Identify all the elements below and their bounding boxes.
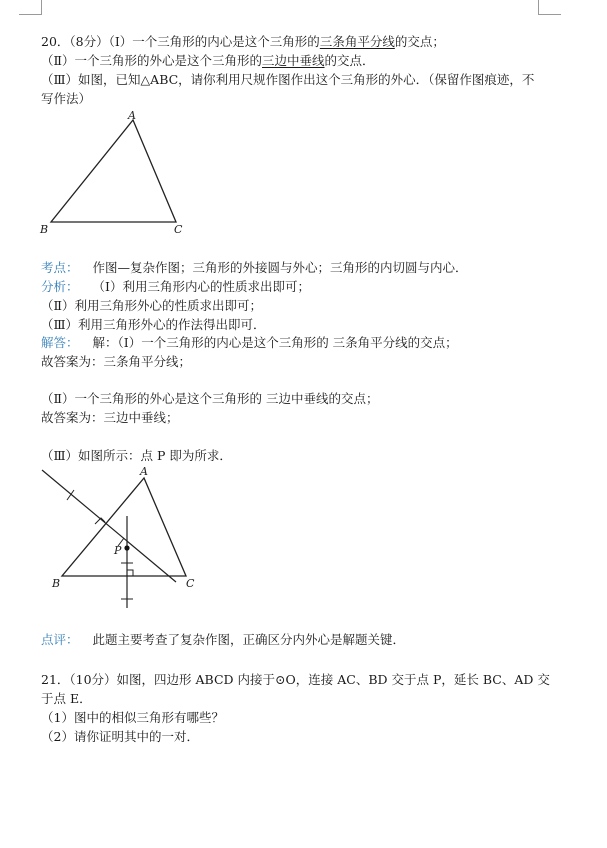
jieda-line-3: （Ⅲ）如图所示：点 P 即为所求． bbox=[41, 448, 232, 463]
triangle-abc-2 bbox=[62, 478, 186, 576]
kaodian-label: 考点： bbox=[41, 260, 79, 275]
q20-line-3: （Ⅲ）如图，已知△ABC，请你利用尺规作图作出这个三角形的外心．（保留作图痕迹，不 bbox=[41, 72, 535, 87]
page-corner-mark-right bbox=[538, 0, 561, 15]
q20-line-2-text: （Ⅱ）一个三角形的外心是这个三角形的 bbox=[41, 53, 262, 68]
page-corner-mark-left bbox=[19, 0, 42, 15]
fenxi-line-2: （Ⅱ）利用三角形外心的性质求出即可； bbox=[41, 298, 262, 313]
q20-line-4: 写作法） bbox=[41, 91, 92, 106]
vertex-label-b-2: B bbox=[52, 577, 61, 590]
point-p bbox=[124, 545, 129, 550]
vertex-label-a-2: A bbox=[140, 465, 148, 478]
dianping-label: 点评： bbox=[41, 632, 79, 647]
circumcenter-construction-figure bbox=[34, 462, 204, 612]
answer-line-1: 故答案为：三条角平分线； bbox=[41, 354, 192, 369]
fenxi-text-1: （Ⅰ）利用三角形内心的性质求出即可； bbox=[92, 279, 310, 294]
q20-line-1-end: 的交点； bbox=[394, 34, 445, 49]
jieda-line-1 bbox=[41, 335, 458, 351]
jieda-line-2: （Ⅱ）一个三角形的外心是这个三角形的 三边中垂线的交点； bbox=[41, 391, 379, 406]
vertex-label-a: A bbox=[128, 109, 136, 122]
q20-answer-blank-2: 三边中垂线 bbox=[262, 53, 325, 68]
q20-line-2-end: 的交点． bbox=[324, 53, 375, 68]
triangle-abc bbox=[51, 120, 176, 222]
fenxi-line-3: （Ⅲ）利用三角形外心的作法得出即可． bbox=[41, 317, 266, 332]
fenxi-line-1 bbox=[41, 279, 310, 295]
q20-answer-blank-1: 三条角平分线 bbox=[319, 34, 395, 49]
dianping-text: 此题主要考查了复杂作图，正确区分内外心是解题关键． bbox=[92, 632, 406, 647]
q21-line-2: 于点 E． bbox=[41, 691, 92, 706]
right-angle-mark-2 bbox=[127, 570, 133, 576]
jieda-label: 解答： bbox=[41, 335, 79, 350]
q21-line-4: （2）请你证明其中的一对． bbox=[41, 729, 199, 744]
right-angle-mark bbox=[95, 518, 105, 524]
fenxi-label: 分析： bbox=[41, 279, 79, 294]
vertex-label-b: B bbox=[40, 223, 49, 236]
perpendicular-bisector-ab bbox=[42, 470, 176, 582]
kaodian-line bbox=[41, 260, 468, 276]
q20-line-1 bbox=[41, 34, 445, 50]
q20-line-2 bbox=[41, 53, 375, 69]
q20-line-1-text: 20．（8分）（Ⅰ）一个三角形的内心是这个三角形的 bbox=[41, 34, 320, 49]
q21-line-1: 21．（10分）如图，四边形 ABCD 内接于⊙O，连接 AC、BD 交于点 P，延长 BC、AD 交 bbox=[41, 672, 550, 687]
triangle-abc-figure bbox=[34, 106, 194, 238]
answer-line-2: 故答案为：三边中垂线； bbox=[41, 410, 179, 425]
point-label-p: P bbox=[114, 544, 122, 557]
dianping-line bbox=[41, 632, 405, 648]
kaodian-text: 作图—复杂作图；三角形的外接圆与外心；三角形的内切圆与内心． bbox=[92, 260, 468, 275]
vertex-label-c-2: C bbox=[186, 577, 195, 590]
vertex-label-c: C bbox=[174, 223, 183, 236]
jieda-text-1: 解：（Ⅰ）一个三角形的内心是这个三角形的 三条角平分线的交点； bbox=[92, 335, 458, 350]
q21-line-3: （1）图中的相似三角形有哪些？ bbox=[41, 710, 224, 725]
